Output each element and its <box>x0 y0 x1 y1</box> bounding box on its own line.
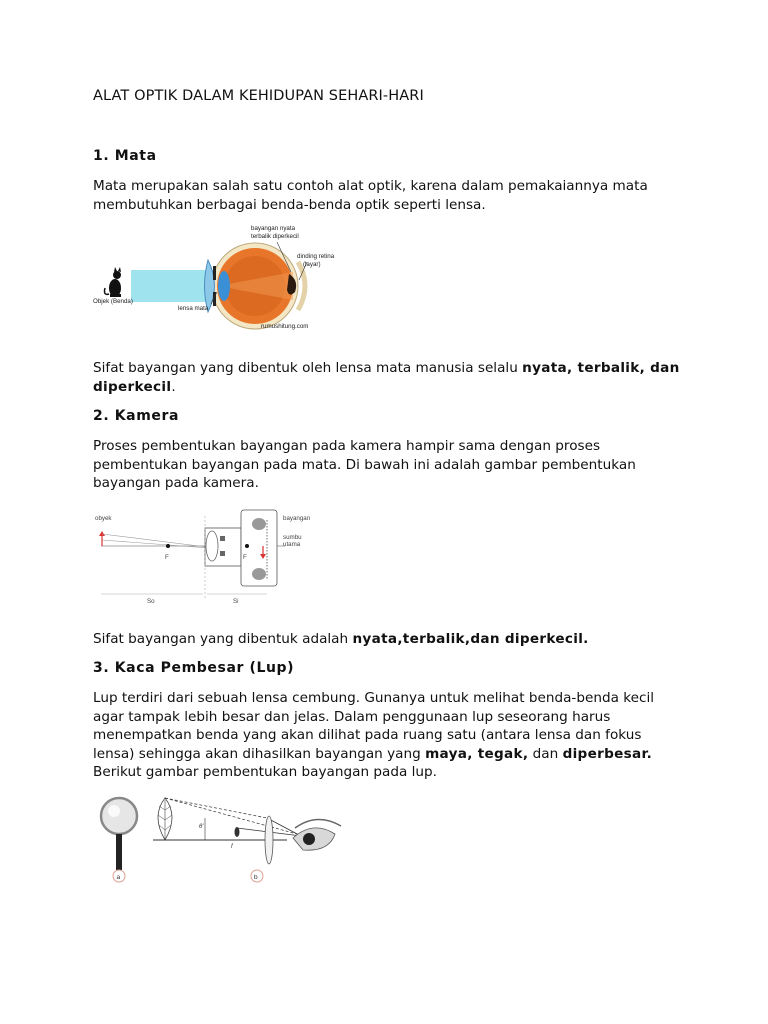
label-theta: θ' <box>199 824 204 830</box>
eye-diagram <box>93 222 363 334</box>
label-bayangan-2: terbalik diperkecil <box>251 233 299 240</box>
heading-lup: 3. Kaca Pembesar (Lup) <box>93 660 295 676</box>
label-lensa-mata: lensa mata <box>178 305 209 312</box>
magnifier-diagram <box>97 794 347 886</box>
label-utama: utama <box>283 541 301 548</box>
paragraph-kamera-intro: Proses pembentukan bayangan pada kamera hampir sama dengan proses pembentukan bayangan pada mata. Di bawah ini adalah gambar pembentukan bayangan pada kamera. <box>93 438 636 491</box>
sifat-text: Sifat bayangan yang dibentuk oleh lensa mata manusia selalu <box>93 360 523 376</box>
sifat-kamera-text: Sifat bayangan yang dibentuk adalah <box>93 631 353 647</box>
camera-diagram <box>95 506 325 606</box>
lup-bold-2: diperbesar. <box>562 745 653 762</box>
lens-icon <box>265 816 273 864</box>
label-obyek: obyek <box>95 515 112 522</box>
cat-icon <box>105 267 122 297</box>
camera-lens-icon <box>206 531 218 561</box>
lup-mid: dan <box>528 745 563 762</box>
eye-cross-section <box>205 243 309 330</box>
label-dinding-retina: dinding retina <box>297 253 335 260</box>
label-objek: Objek (Benda) <box>93 298 133 305</box>
label-f: f <box>231 844 233 850</box>
object-leaf-small <box>235 827 240 837</box>
lup-text-2: Berikut gambar pembentukan bayangan pada lup. <box>93 764 437 780</box>
document-title: ALAT OPTIK DALAM KEHIDUPAN SEHARI-HARI <box>93 88 424 104</box>
sifat-suffix: . <box>171 378 176 395</box>
eye-lens-icon <box>218 271 230 301</box>
paragraph-mata-sifat <box>93 359 683 396</box>
label-site: rumushitung.com <box>261 323 309 330</box>
paragraph-lup <box>93 689 683 782</box>
lup-text: Lup terdiri dari sebuah lensa cembung. Gunanya untuk melihat benda-benda kecil agar tampak lebih besar dan jelas. Dalam penggunaan lup seseorang harus menempatkan benda yang akan dilihat pada ruang satu (antara lensa dan fokus lensa) sehingga akan dihasilkan bayangan yang <box>93 690 655 762</box>
label-si: Si <box>233 598 239 605</box>
leaf-icon <box>158 798 172 840</box>
magnifier-icon <box>101 798 137 870</box>
label-bayangan: bayangan nyata <box>251 225 296 232</box>
label-layar: (layar) <box>303 261 321 268</box>
paragraph-mata-intro: Mata merupakan salah satu contoh alat optik, karena dalam pemakaiannya mata membutuhkan berbagai benda-benda optik seperti lensa. <box>93 178 648 213</box>
label-sumbu: sumbu <box>283 534 302 541</box>
label-so: So <box>147 598 155 605</box>
sifat-kamera-bold: nyata,terbalik,dan diperkecil. <box>352 631 589 647</box>
lup-bold-1: maya, tegak, <box>425 745 529 762</box>
label-bayangan-kamera: bayangan <box>283 515 311 522</box>
eye-icon <box>293 819 341 850</box>
heading-kamera: 2. Kamera <box>93 408 180 424</box>
heading-mata: 1. Mata <box>93 148 157 164</box>
label-f2: F <box>243 554 247 561</box>
paragraph-kamera-sifat <box>93 630 683 649</box>
sifat-bold: nyata, terbalik, dan diperkecil <box>93 360 680 395</box>
label-b: b <box>254 874 258 881</box>
label-a: a <box>116 874 121 881</box>
label-f1: F <box>165 554 169 561</box>
